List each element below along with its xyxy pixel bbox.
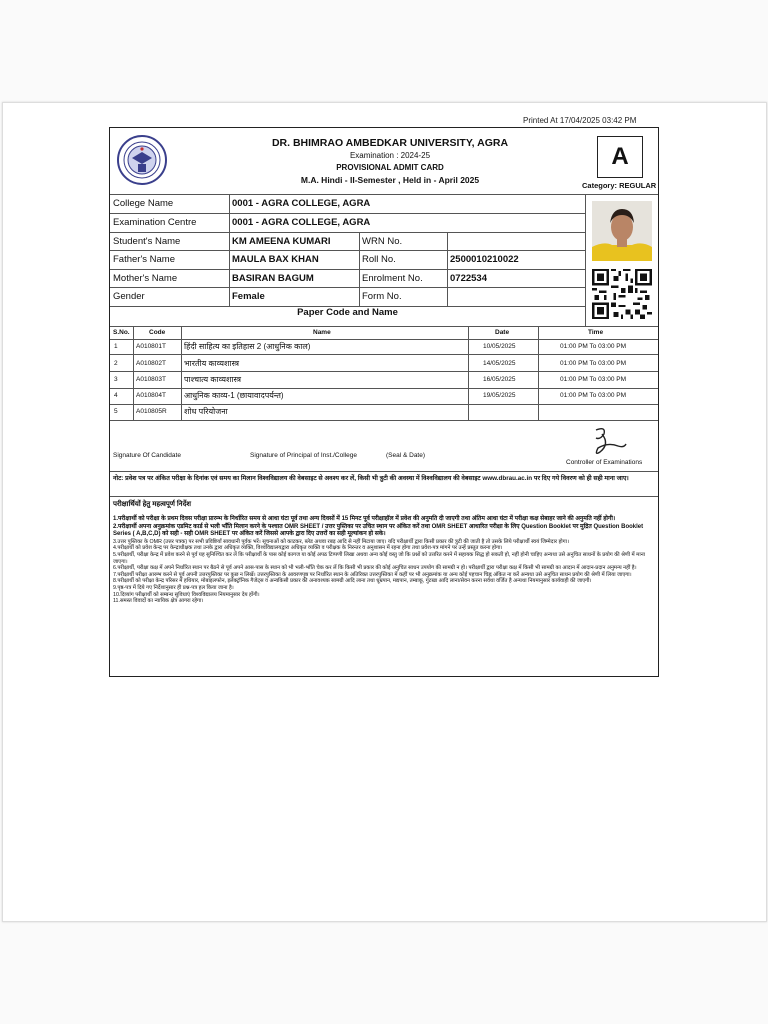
paper-section-title: Paper Code and Name: [297, 307, 398, 318]
father-name-value: MAULA BAX KHAN: [232, 254, 319, 265]
instruction-item: 3.उत्तर पुस्तिका के OMR (उत्तर पत्रक) पर सभी प्रविष्टियाँ सावधानी पूर्वक भरें। सूचनाओं को काटकर, ब्लेड अथवा रबड़ आदि से नहीं मिटाया जाए। यदि परीक्षार्थी द्वारा किसी प्रकार की त्रुटी की जाती है तो उसके लिये परीक्षार्थी स्वयं जिम्मेदार होगा।: [113, 538, 570, 545]
instruction-item: 9.पृष्ठ-पत्र में दिये गए निर्देशानुसार ही प्रश्न-पत्र हल किया जाना है।: [113, 584, 234, 591]
student-name-label: Student's Name: [113, 236, 181, 247]
instruction-item: 7.परीक्षार्थी परीक्षा आरम्भ करने से पूर्व अपनी उत्तरपुस्तिका पर कुछ न लिखें। उत्तरपुस्तिका के आवरणपृष्ठ पर निर्धारित स्थान के अतिरिक्त उत्तरपुस्तिका में कहीं पर भी अनुक्रमांक या अन्य कोई पहचान चिह्न अंकित ना करें अन्यथा उसे अनुचित साधन प्रयोग की श्रेणी में लिया जाएगा।: [113, 571, 632, 578]
grid-line: [110, 496, 658, 497]
card-title: PROVISIONAL ADMIT CARD: [336, 163, 444, 172]
grid-line: [110, 326, 658, 327]
paper-code: A010803T: [136, 376, 166, 383]
paper-code: A010801T: [136, 343, 166, 350]
grid-line: [133, 326, 134, 420]
paper-name: हिंदी साहित्य का इतिहास 2 (आधुनिक काल): [184, 342, 311, 351]
paper-name: आधुनिक काव्य-1 (छायावादपर्यन्त): [184, 391, 284, 400]
instruction-item: 1.परीक्षार्थी को परीक्षा के प्रथम दिवस परीक्षा प्रारम्भ के निर्धारित समय से आधा घंटा पूर्व तथा अन्य दिवसों में 15 मिनट पूर्व परीक्षाहॉल में प्रवेश की अनुमति दी जाएगी तथा अंतिम आधा घंटा में परीक्षा कक्ष सेबाहर जाने की अनुमति नहीं होगी।: [113, 516, 616, 522]
paper-sno: 5: [114, 408, 118, 415]
controller-signature-icon: [588, 424, 628, 458]
paper-date: 10/05/2025: [483, 343, 516, 350]
grid-line: [110, 232, 585, 233]
col-header-date: Date: [495, 329, 510, 336]
paper-sno: 2: [114, 360, 118, 367]
paper-name: भारतीय काव्यशास्त्र: [184, 359, 240, 368]
paper-code: A010802T: [136, 360, 166, 367]
gender-label: Gender: [113, 291, 145, 302]
grid-line: [447, 232, 448, 306]
student-photo: [592, 201, 652, 261]
roll-value: 2500010210022: [450, 254, 519, 265]
roll-label: Roll No.: [362, 254, 396, 265]
course-info: M.A. Hindi - II-Semester , Held in - April 2025: [300, 175, 480, 185]
printed-timestamp: Printed At 17/04/2025 03:42 PM: [523, 116, 637, 125]
paper-time: 01:00 PM To 03:00 PM: [560, 360, 627, 367]
col-header-code: Code: [149, 329, 166, 336]
grid-line: [110, 339, 658, 340]
college-label: College Name: [113, 198, 174, 209]
instruction-item: 8.परीक्षार्थी को परीक्षा केन्द्र परिसर में हथियार, मोबाइलफोन, इलेक्ट्रॉनिक गैजेट्स व अन्यकिसी प्रकार की अनावश्यक सामग्री आदि लाना तथा धूम्रपान, मद्यपान, तम्बाकू, गुटखा आदि लाना/सेवन करना सर्वथा वर्जित है अन्यथा नियमानुसार कार्यवाही की जाएगी।: [113, 578, 592, 585]
paper-code: A010804T: [136, 392, 166, 399]
grid-line: [181, 326, 182, 420]
instructions-title: परीक्षार्थियों हेतु महत्वपूर्ण निर्देश: [113, 501, 192, 508]
paper-sno: 1: [114, 343, 118, 350]
form-label: Form No.: [362, 291, 402, 302]
paper-code: A010805R: [136, 408, 167, 415]
instruction-item: 2.परीक्षार्थी अपना अनुक्रमांक एडमिट कार्ड से भली भाँति मिलान करने के पश्चात OMR SHEET / उत्तर पुस्तिका पर उचित स्थान पर अंकित करें तथा OMR SHEET आधारित परीक्षा के लिए Question Booklet पर मुद्रित Question Booklet Series ( A,B,C,D) को सही - सही OMR SHEET पर अंकित करें जिससे आपके द्वारा दिए उत्तरों का सही मूल्यांकन हो सके।: [113, 523, 644, 538]
grid-line: [110, 269, 585, 270]
grid-line: [110, 213, 585, 214]
grid-line: [229, 194, 230, 306]
website-note: नोट: प्रवेश पत्र पर अंकित परीक्षा के दिनांक एवं समय का मिलान विश्वविद्यालय की वेबसाइट से अवश्य कर लें, किसी भी त्रुटी की अवस्था में विश्वविद्यालय की वेबसाइट www.dbrau.ac.in पर दिए गये विवरण को ही सही माना जाए।: [113, 475, 629, 482]
instruction-item: 4.परीक्षार्थी को प्रवेश केन्द्र पर केन्द्राधीक्षक तथा उनके द्वारा अधिकृत व्यक्ति, विश्वविद्यालयद्वारा अधिकृत व्यक्ति व परीक्षक के निरन्तर व अनुशासन में रहना होगा तथा प्रवेश-पत्र मांगने पर उन्हें प्रस्तुत करना होगा।: [113, 545, 503, 552]
college-value: 0001 - AGRA COLLEGE, AGRA: [232, 198, 371, 209]
col-header-sno: S.No.: [113, 329, 130, 336]
grid-line: [110, 420, 658, 421]
paper-sno: 3: [114, 376, 118, 383]
mother-name-label: Mother's Name: [113, 273, 178, 284]
principal-signature-label: Signature of Principal of Inst./College: [250, 452, 357, 459]
enrolment-label: Enrolment No.: [362, 273, 423, 284]
mother-name-value: BASIRAN BAGUM: [232, 273, 314, 284]
university-name: DR. BHIMRAO AMBEDKAR UNIVERSITY, AGRA: [271, 137, 509, 149]
paper-name: शोध परियोजना: [184, 407, 228, 416]
instruction-item: 11.समस्त विवादों का न्यायिक क्षेत्र आगरा रहेगा।: [113, 598, 204, 605]
paper-date: 19/05/2025: [483, 392, 516, 399]
examination-session: Examination : 2024-25: [349, 151, 431, 160]
grid-line: [110, 404, 658, 405]
paper-date: 16/05/2025: [483, 376, 516, 383]
seal-date-label: (Seal & Date): [386, 452, 426, 459]
paper-name: पाश्चात्य काव्यशास्त्र: [184, 375, 241, 384]
grid-line: [110, 471, 658, 472]
instruction-item: 6.परीक्षार्थी, परीक्षा कक्ष में अपने निर्धारित स्थान पर बैठने से पूर्व अपने आस-पास के स्थान को भी भली-भाँति चेक कर लें कि किसी भी प्रकार की कोई अनुचित साधन उपयोग की सामग्री न हो। परीक्षार्थी द्वारा परीक्षा कक्ष में किसी भी सामग्री का आदान में आदान-प्रदान अनुमन्य नहीं है।: [113, 565, 637, 572]
instruction-item: 10.दिव्यांग परीक्षार्थी को सम्बन्ध सुविधाएं विश्वविद्यालय नियमानुसार देय होंगी।: [113, 591, 260, 598]
grid-line: [585, 194, 586, 326]
grid-line: [359, 232, 360, 306]
grid-line: [110, 354, 658, 355]
grid-line: [110, 250, 585, 251]
grid-line: [110, 371, 658, 372]
grid-line: [538, 326, 539, 420]
candidate-signature-label: Signature Of Candidate: [113, 452, 181, 459]
category-label: Category: REGULAR: [582, 181, 657, 190]
centre-value: 0001 - AGRA COLLEGE, AGRA: [232, 217, 371, 228]
instructions-list: [113, 516, 655, 605]
controller-label: Controller of Examinations: [566, 459, 643, 466]
centre-label: Examination Centre: [113, 217, 197, 228]
grid-line: [110, 388, 658, 389]
paper-time: 01:00 PM To 03:00 PM: [560, 376, 627, 383]
grade-letter-box: A: [597, 136, 643, 178]
wrn-label: WRN No.: [362, 236, 403, 247]
admit-card: [109, 127, 659, 677]
university-logo-icon: [116, 134, 168, 186]
enrolment-value: 0722534: [450, 273, 487, 284]
gender-value: Female: [232, 291, 265, 302]
instruction-item: 5.परीक्षार्थी, परीक्षा केन्द्र में प्रवेश करने से पूर्व यह सुनिश्चित कर लें कि परीक्षार्थी के पास कोई कागज या कोई अपठ टिप्पणी लिखा अथवा अन्य कोई वस्तु जो कि प्रश्नों को उत्तरित करने में सहायक सिद्ध हो सकती हो, नहीं होनी चाहिए अन्यथा उसे अनुचित साधनों के प्रयोग की श्रेणी में माना जाएगा।: [113, 551, 646, 565]
paper-sno: 4: [114, 392, 118, 399]
paper-date: 14/05/2025: [483, 360, 516, 367]
col-header-time: Time: [588, 329, 604, 336]
grid-line: [110, 287, 585, 288]
father-name-label: Father's Name: [113, 254, 176, 265]
paper-time: 01:00 PM To 03:00 PM: [560, 392, 627, 399]
qr-code-icon: [592, 268, 652, 320]
grid-line: [110, 194, 658, 195]
grid-line: [468, 326, 469, 420]
col-header-name: Name: [313, 329, 331, 336]
student-name-value: KM AMEENA KUMARI: [232, 236, 331, 247]
paper-time: 01:00 PM To 03:00 PM: [560, 343, 627, 350]
